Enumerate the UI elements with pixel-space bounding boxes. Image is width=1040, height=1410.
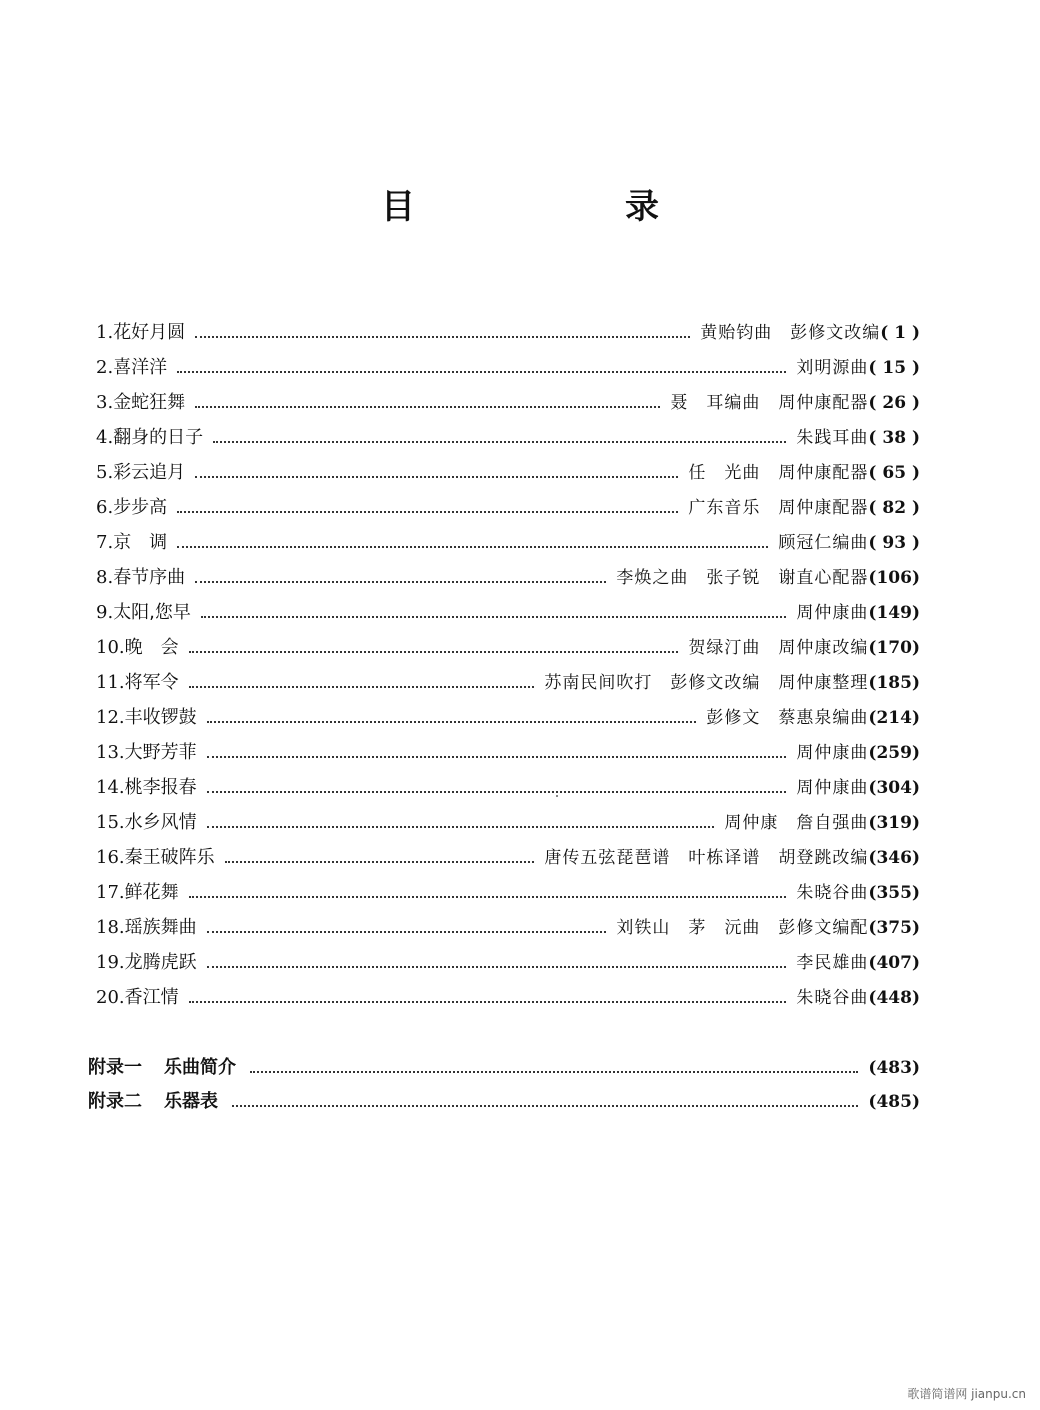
entry-title: 秦王破阵乐 xyxy=(124,847,215,868)
entry-credit: 周仲康曲 xyxy=(796,603,869,623)
entry-title: 丰收锣鼓 xyxy=(124,707,197,728)
entry-page: (259) xyxy=(868,743,920,763)
entry-page: ( 26 ) xyxy=(868,393,920,413)
entry-number: 12. xyxy=(96,707,125,728)
entry-title: 瑶族舞曲 xyxy=(124,917,197,938)
entry-credit: 黄贻钧曲 彭修文改编 xyxy=(700,323,881,343)
entry-number: 10. xyxy=(96,637,125,658)
entry-credit: 刘明源曲 xyxy=(796,358,869,378)
entry-page: (346) xyxy=(868,848,920,868)
dot-leader xyxy=(207,826,715,828)
toc-entry[interactable] xyxy=(96,765,920,800)
toc-entry[interactable] xyxy=(96,625,920,660)
entry-title: 花好月圆 xyxy=(113,322,186,343)
entry-page: ( 93 ) xyxy=(868,533,920,553)
dot-leader xyxy=(232,1105,858,1107)
dot-leader xyxy=(189,1001,787,1003)
entry-page: (304) xyxy=(868,778,920,798)
entry-page: ( 38 ) xyxy=(868,428,920,448)
entry-title: 金蛇狂舞 xyxy=(113,392,186,413)
toc-entry[interactable] xyxy=(96,555,920,590)
entry-title: 大野芳菲 xyxy=(124,742,197,763)
scan-speck xyxy=(556,795,558,797)
toc-entry[interactable] xyxy=(96,415,920,450)
entry-credit: 唐传五弦琵琶谱 叶栋译谱 胡登跳改编 xyxy=(544,848,869,868)
entry-number: 13. xyxy=(96,742,125,763)
toc-entry[interactable] xyxy=(96,485,920,520)
entry-number: 19. xyxy=(96,952,125,973)
toc-entry[interactable] xyxy=(96,905,920,940)
dot-leader xyxy=(177,511,678,513)
dot-leader xyxy=(207,756,787,758)
appendix-entry[interactable] xyxy=(88,1080,920,1114)
entry-title: 鲜花舞 xyxy=(124,882,179,903)
entry-title: 将军令 xyxy=(124,672,179,693)
entry-credit: 顾冠仁编曲 xyxy=(778,533,869,553)
dot-leader xyxy=(195,476,678,478)
entry-page: (407) xyxy=(868,953,920,973)
entry-title: 京 调 xyxy=(113,532,168,553)
entry-page: (214) xyxy=(868,708,920,728)
entry-title: 喜洋洋 xyxy=(113,357,168,378)
toc-entry[interactable] xyxy=(96,590,920,625)
entry-credit: 朱晓谷曲 xyxy=(796,883,869,903)
entry-number: 15. xyxy=(96,812,125,833)
dot-leader xyxy=(195,336,690,338)
entry-credit: 任 光曲 周仲康配器 xyxy=(688,463,869,483)
dot-leader xyxy=(213,441,786,443)
entry-page: (185) xyxy=(868,673,920,693)
appendix-title: 乐器表 xyxy=(164,1091,218,1112)
entry-credit: 广东音乐 周仲康配器 xyxy=(688,498,869,518)
entry-number: 5. xyxy=(96,462,114,483)
dot-leader xyxy=(177,546,768,548)
entry-credit: 李民雄曲 xyxy=(796,953,869,973)
entry-credit: 李焕之曲 张子锐 谢直心配器 xyxy=(616,568,869,588)
entry-number: 16. xyxy=(96,847,125,868)
entry-number: 17. xyxy=(96,882,125,903)
entry-credit: 朱晓谷曲 xyxy=(796,988,869,1008)
toc-entry[interactable] xyxy=(96,345,920,380)
toc-entry[interactable] xyxy=(96,660,920,695)
toc-entry[interactable] xyxy=(96,975,920,1010)
entry-number: 8. xyxy=(96,567,114,588)
entry-credit: 周仲康曲 xyxy=(796,743,869,763)
entry-title: 太阳,您早 xyxy=(113,602,191,623)
entry-title: 翻身的日子 xyxy=(113,427,204,448)
toc-entry[interactable] xyxy=(96,520,920,555)
entry-number: 7. xyxy=(96,532,114,553)
toc-entry[interactable] xyxy=(96,695,920,730)
dot-leader xyxy=(225,861,535,863)
toc-list xyxy=(96,310,920,1010)
entry-number: 18. xyxy=(96,917,125,938)
toc-entry[interactable] xyxy=(96,380,920,415)
entry-credit: 彭修文 蔡惠泉编曲 xyxy=(706,708,869,728)
entry-title: 香江情 xyxy=(124,987,179,1008)
entry-page: (170) xyxy=(868,638,920,658)
entry-number: 14. xyxy=(96,777,125,798)
entry-credit: 朱践耳曲 xyxy=(796,428,869,448)
dot-leader xyxy=(207,931,607,933)
toc-entry[interactable] xyxy=(96,450,920,485)
dot-leader xyxy=(195,581,606,583)
entry-title: 水乡风情 xyxy=(124,812,197,833)
dot-leader xyxy=(250,1071,858,1073)
entry-number: 20. xyxy=(96,987,125,1008)
entry-credit: 周仲康 詹自强曲 xyxy=(724,813,869,833)
entry-number: 2. xyxy=(96,357,114,378)
toc-entry[interactable] xyxy=(96,835,920,870)
entry-credit: 贺绿汀曲 周仲康改编 xyxy=(688,638,869,658)
dot-leader xyxy=(207,721,697,723)
dot-leader xyxy=(201,616,787,618)
entry-credit: 聂 耳编曲 周仲康配器 xyxy=(670,393,869,413)
toc-entry[interactable] xyxy=(96,940,920,975)
entry-page: ( 15 ) xyxy=(868,358,920,378)
appendix-list xyxy=(88,1046,920,1114)
toc-entry[interactable] xyxy=(96,730,920,765)
entry-number: 3. xyxy=(96,392,114,413)
dot-leader xyxy=(207,791,787,793)
entry-page: (319) xyxy=(868,813,920,833)
entry-title: 龙腾虎跃 xyxy=(124,952,197,973)
dot-leader xyxy=(189,651,679,653)
entry-page: (149) xyxy=(868,603,920,623)
entry-page: ( 82 ) xyxy=(868,498,920,518)
entry-number: 1. xyxy=(96,322,114,343)
appendix-entry[interactable] xyxy=(88,1046,920,1080)
entry-title: 桃李报春 xyxy=(124,777,197,798)
entry-page: ( 65 ) xyxy=(868,463,920,483)
entry-credit: 周仲康曲 xyxy=(796,778,869,798)
entry-credit: 苏南民间吹打 彭修文改编 周仲康整理 xyxy=(544,673,869,693)
entry-number: 11. xyxy=(96,672,125,693)
entry-title: 春节序曲 xyxy=(113,567,186,588)
entry-page: (106) xyxy=(868,568,920,588)
toc-entry[interactable] xyxy=(96,800,920,835)
entry-page: (355) xyxy=(868,883,920,903)
appendix-page: (485) xyxy=(868,1092,920,1112)
dot-leader xyxy=(195,406,660,408)
entry-title: 彩云追月 xyxy=(113,462,186,483)
dot-leader xyxy=(177,371,786,373)
entry-title: 步步高 xyxy=(113,497,168,518)
watermark: 歌谱简谱网 jianpu.cn xyxy=(907,1387,1026,1401)
entry-page: ( 1 ) xyxy=(880,323,920,343)
dot-leader xyxy=(207,966,787,968)
entry-credit: 刘铁山 茅 沅曲 彭修文编配 xyxy=(616,918,869,938)
entry-number: 9. xyxy=(96,602,114,623)
entry-number: 6. xyxy=(96,497,114,518)
appendix-label: 附录一 xyxy=(88,1057,142,1078)
page-title: 目 录 xyxy=(381,187,747,227)
entry-page: (448) xyxy=(868,988,920,1008)
appendix-page: (483) xyxy=(868,1058,920,1078)
toc-entry[interactable] xyxy=(96,310,920,345)
entry-title: 晚 会 xyxy=(124,637,179,658)
dot-leader xyxy=(189,896,787,898)
entry-number: 4. xyxy=(96,427,114,448)
toc-entry[interactable] xyxy=(96,870,920,905)
dot-leader xyxy=(189,686,535,688)
appendix-label: 附录二 xyxy=(88,1091,142,1112)
appendix-title: 乐曲简介 xyxy=(164,1057,236,1078)
entry-page: (375) xyxy=(868,918,920,938)
